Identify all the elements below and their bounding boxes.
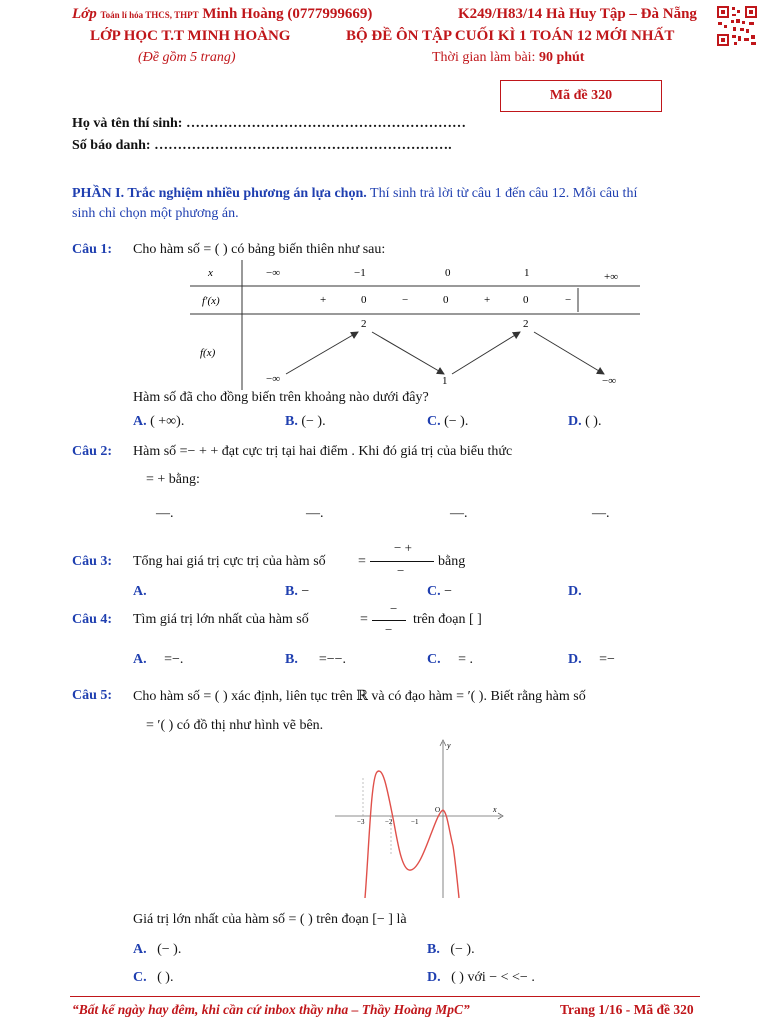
q1-option-c-text: (− ). — [444, 414, 469, 429]
q4-denominator: − — [385, 622, 393, 637]
student-id-line: Số báo danh: ………………………………………………………. — [72, 138, 452, 153]
q1-option-d[interactable] — [568, 414, 601, 430]
q5-option-b-text: (− ). — [450, 942, 475, 957]
variation-table — [190, 260, 640, 390]
q3-option-c[interactable] — [427, 584, 452, 600]
q5-option-c-label: C. — [133, 970, 147, 985]
q5-option-b-label: B. — [427, 942, 440, 957]
q2-option-d[interactable]: —. — [592, 506, 610, 521]
q4-option-c-label: C. — [427, 652, 441, 667]
x-val-4: +∞ — [604, 271, 619, 283]
header-address: K249/H83/14 Hà Huy Tập – Đà Nẵng — [458, 6, 697, 22]
part1-title: PHẦN I. Trắc nghiệm nhiều phương án lựa chọn. — [72, 186, 367, 201]
q2-text2: = + bằng: — [146, 472, 200, 487]
q5-option-b[interactable] — [427, 942, 475, 958]
q5-option-a-label: A. — [133, 942, 147, 957]
f-val-1: 2 — [361, 318, 367, 330]
q4-option-a-label: A. — [133, 652, 147, 667]
class-name: LỚP HỌC T.T MINH HOÀNG — [90, 28, 291, 44]
q3-tail: bằng — [438, 554, 466, 569]
sign-5: 0 — [523, 294, 529, 306]
derivative-curve — [365, 771, 459, 898]
q5-option-d[interactable] — [427, 970, 535, 986]
q4-eq: = — [360, 612, 368, 627]
q4-option-b-label: B. — [285, 652, 298, 667]
derivative-graph — [335, 738, 505, 900]
student-name-line: Họ và tên thí sinh: …………………………………………………… — [72, 116, 466, 131]
footer-page: Trang 1/16 - Mã đề 320 — [560, 1002, 694, 1017]
graph-y-label: y — [447, 741, 451, 750]
q3-option-d-label: D. — [568, 584, 582, 599]
q4-option-c-text: = . — [458, 652, 474, 667]
q4-option-b[interactable] — [285, 652, 346, 668]
q4-text: Tìm giá trị lớn nhất của hàm số — [133, 612, 309, 627]
f-val-0: −∞ — [266, 373, 281, 385]
time-value: 90 phút — [538, 50, 585, 65]
q3-numerator: − + — [394, 540, 412, 555]
q1-option-b-text: (− ). — [301, 414, 326, 429]
q1-option-a-text: ( +∞). — [150, 414, 185, 429]
q5-question: Giá trị lớn nhất của hàm số = ( ) trên đoạn [− ] là — [133, 912, 407, 927]
f-val-3: 2 — [523, 318, 529, 330]
q4-option-a-text: =−. — [164, 652, 184, 667]
q2-label: Câu 2: — [72, 444, 113, 459]
table-fp-label: f′(x) — [202, 295, 220, 307]
footer-quote: “Bất kể ngày hay đêm, khi cần cứ inbox thầy nha – Thầy Hoàng MpC” — [72, 1002, 470, 1017]
exam-code-box — [500, 80, 662, 112]
q4-fraction-bar — [372, 620, 406, 621]
qr-code-icon — [716, 5, 758, 47]
q2-option-b[interactable]: —. — [306, 506, 324, 521]
q5-text2: = ′( ) có đồ thị như hình vẽ bên. — [146, 718, 324, 733]
graph-origin: O — [435, 806, 441, 814]
q5-option-d-text: ( ) với − < <− . — [451, 970, 535, 985]
q4-numerator: − — [390, 601, 398, 616]
q5-option-c[interactable] — [133, 970, 173, 986]
exam-code: Mã đề 320 — [549, 88, 613, 103]
x-val-0: −∞ — [266, 267, 281, 279]
lop-word: Lớp — [72, 6, 97, 22]
q3-option-d[interactable] — [568, 584, 582, 600]
time-label: Thời gian làm bài: — [432, 50, 536, 65]
q4-option-d[interactable] — [568, 652, 615, 668]
q2-option-a[interactable]: —. — [156, 506, 174, 521]
q3-option-c-text: − — [444, 584, 453, 599]
sign-2: − — [402, 294, 409, 306]
graph-tick-neg1: −1 — [411, 818, 419, 826]
q1-option-b-label: B. — [285, 414, 298, 429]
f-val-4: −∞ — [602, 375, 617, 387]
x-val-1: −1 — [354, 267, 366, 279]
sign-0: + — [320, 294, 327, 306]
q1-option-d-label: D. — [568, 414, 582, 429]
q5-text: Cho hàm số = ( ) xác định, liên tục trên ℝ và có đạo hàm = ′( ). Biết rằng hàm số — [133, 689, 586, 704]
q3-option-a-label: A. — [133, 584, 147, 599]
q4-option-a[interactable] — [133, 652, 183, 668]
q1-option-b[interactable] — [285, 414, 326, 430]
graph-x-label: x — [493, 805, 497, 814]
exam-title: BỘ ĐỀ ÔN TẬP CUỐI KÌ 1 TOÁN 12 MỚI NHẤT — [346, 28, 675, 44]
q3-option-b-label: B. — [285, 584, 298, 599]
time-line — [432, 50, 584, 66]
q3-denominator: − — [397, 563, 405, 578]
part1-line1 — [72, 186, 637, 202]
q1-option-c-label: C. — [427, 414, 441, 429]
q3-option-c-label: C. — [427, 584, 441, 599]
q4-option-d-text: =− — [599, 652, 615, 667]
pages-note: (Đề gồm 5 trang) — [138, 50, 236, 65]
x-val-3: 1 — [524, 267, 530, 279]
graph-tick-neg2: −2 — [385, 818, 393, 826]
q4-tail: trên đoạn [ ] — [413, 612, 482, 627]
q4-option-d-label: D. — [568, 652, 582, 667]
part1-desc1: Thí sinh trả lời từ câu 1 đến câu 12. Mỗi câu thí — [366, 186, 638, 201]
part1-desc2: sinh chỉ chọn một phương án. — [72, 206, 239, 221]
q3-option-b-text: − — [301, 584, 310, 599]
q5-option-a-text: (− ). — [157, 942, 182, 957]
q3-option-a[interactable] — [133, 584, 147, 600]
footer-rule — [70, 996, 700, 997]
f-val-2: 1 — [442, 375, 448, 387]
sign-3: 0 — [443, 294, 449, 306]
q4-label: Câu 4: — [72, 612, 113, 627]
q1-option-a[interactable] — [133, 414, 184, 430]
table-f-label: f(x) — [200, 347, 216, 359]
x-val-2: 0 — [445, 267, 451, 279]
q1-option-d-text: ( ). — [585, 414, 602, 429]
q1-option-a-label: A. — [133, 414, 147, 429]
sign-6: − — [565, 294, 572, 306]
lop-small: Toán lí hóa THCS, THPT — [100, 10, 199, 20]
q1-question: Hàm số đã cho đồng biến trên khoảng nào dưới đây? — [133, 390, 429, 405]
q3-fraction-bar — [370, 561, 434, 562]
table-x-label: x — [208, 267, 213, 279]
q3-option-b[interactable] — [285, 584, 309, 600]
graph-tick-neg3: −3 — [357, 818, 365, 826]
sign-1: 0 — [361, 294, 367, 306]
q4-option-b-text: =−−. — [318, 652, 347, 667]
q5-option-a[interactable] — [133, 942, 181, 958]
header-line-1 — [72, 6, 372, 23]
q5-option-c-text: ( ). — [157, 970, 174, 985]
q3-eq: = — [358, 554, 366, 569]
q1-text: Cho hàm số = ( ) có bảng biến thiên như sau: — [133, 242, 386, 257]
q5-label: Câu 5: — [72, 688, 113, 703]
q2-text: Hàm số =− + + đạt cực trị tại hai điểm . Khi đó giá trị của biểu thức — [133, 444, 513, 459]
q5-option-d-label: D. — [427, 970, 441, 985]
q2-option-c[interactable]: —. — [450, 506, 468, 521]
q3-label: Câu 3: — [72, 554, 113, 569]
q3-text: Tổng hai giá trị cực trị của hàm số — [133, 554, 326, 569]
q4-option-c[interactable] — [427, 652, 473, 668]
q1-option-c[interactable] — [427, 414, 468, 430]
sign-4: + — [484, 294, 491, 306]
q1-label: Câu 1: — [72, 242, 113, 257]
teacher-phone: Minh Hoàng (0777999669) — [202, 6, 373, 22]
